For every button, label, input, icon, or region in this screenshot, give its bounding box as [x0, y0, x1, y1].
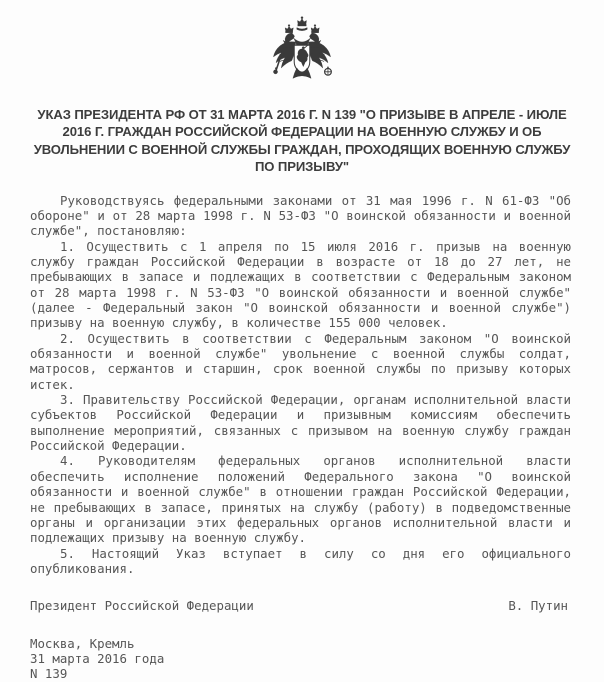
document-title: УКАЗ ПРЕЗИДЕНТА РФ ОТ 31 МАРТА 2016 Г. N 139 "О ПРИЗЫВЕ В АПРЕЛЕ - ИЮЛЕ 2016 Г. ГРАЖДАН РОССИЙСКОЙ ФЕДЕРАЦИИ НА ВОЕННУЮ СЛУЖБУ И ОБ УВОЛЬНЕНИИ С ВОЕННОЙ СЛУЖБЫ ГРАЖДАН, ПРОХОДЯЩИХ ВОЕННУЮ СЛУЖБУ ПО ПРИЗЫВУ" — [33, 107, 571, 175]
paragraph-preamble: Руководствуясь федеральными законами от 31 мая 1996 г. N 61-ФЗ "Об обороне" и от 28 марта 1998 г. N 53-ФЗ "О воинской обязанности и военной службе", постановляю: — [30, 192, 571, 239]
paragraph-4: 4. Руководителям федеральных органов исполнительной власти обеспечить исполнение положений Федерального закона "О воинской обязанности и военной службе" в отношении граждан Российской Федерации, не пребывающих в запасе, принятых на службу (работу) в подведомственные органы и организации этих федеральных органов исполнительной власти и подлежащих призыву на военную службу. — [30, 453, 571, 546]
paragraph-1: 1. Осуществить с 1 апреля по 15 июля 2016 г. призыв на военную службу граждан Российской Федерации в возрасте от 18 до 27 лет, не пребывающих в запасе и подлежащих в соответствии с Федеральным законом от 28 марта 1998 г. N 53-ФЗ "О воинской обязанности и военной службе" (далее - Федеральный закон "О воинской обязанности и военной службе") призыву на военную службу, в количестве 155 000 человек. — [30, 238, 571, 331]
document-body — [0, 193, 604, 577]
signatory-position: Президент Российской Федерации — [30, 598, 254, 614]
footer-date: 31 марта 2016 года — [30, 650, 165, 666]
signatory-name: В. Путин — [508, 598, 568, 614]
signature-block — [0, 598, 604, 613]
paragraph-5: 5. Настоящий Указ вступает в силу со дня его официального опубликования. — [30, 545, 571, 576]
emblem-container — [0, 0, 604, 90]
footer-place: Москва, Кремль — [30, 635, 135, 651]
paragraph-3: 3. Правительству Российской Федерации, органам исполнительной власти субъектов Российской Федерации и призывным комиссиям обеспечить выполнение мероприятий, связанных с призывом на военную службу граждан Российской Федерации. — [30, 392, 571, 454]
paragraph-2: 2. Осуществить в соответствии с Федеральным законом "О воинской обязанности и военной службе" увольнение с военной службы солдат, матросов, сержантов и старшин, срок военной службы по призыву которых истек. — [30, 330, 571, 392]
footer-number: N 139 — [30, 666, 68, 682]
russian-coat-of-arms-icon — [263, 16, 341, 90]
document-footer — [0, 636, 604, 682]
